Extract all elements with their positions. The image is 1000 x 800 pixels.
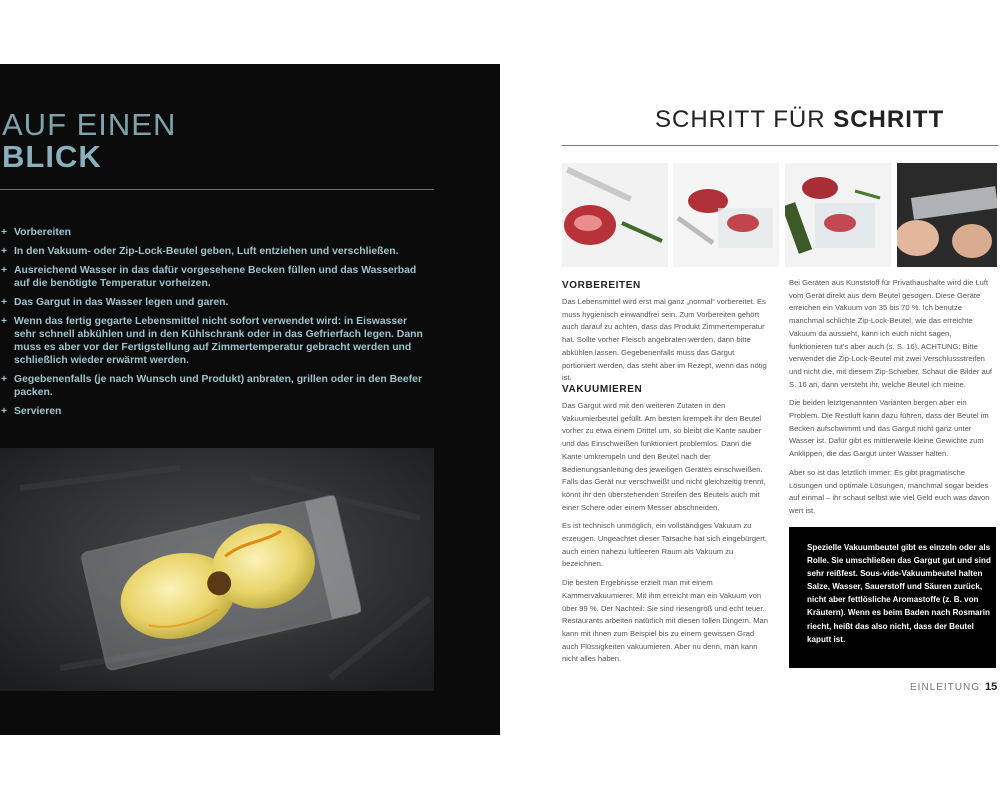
plus-icon: + xyxy=(1,374,8,385)
section-title: SCHRITT FÜR SCHRITT xyxy=(655,106,945,133)
heading-vorbereiten: VORBEREITEN xyxy=(562,280,641,291)
plus-icon: + xyxy=(1,316,8,327)
footer-label: EINLEITUNG xyxy=(910,682,981,693)
step-item: + In den Vakuum- oder Zip-Lock-Beutel geben, Luft entziehen und verschließen. xyxy=(1,246,399,257)
info-box-text: Spezielle Vakuumbeutel gibt es einzeln oder als Rolle. Sie umschließen das Gargut gut und sind sehr reißfest. Sous-vide-Vakuumbeutel halten Salze, Wasser, Sauerstoff und Säuren zurück, nicht aber fettlösliche Aromastoffe (z. B. von Kräutern). Wenn es beim Baden nach Rosmarin riecht, heißt das also nicht, dass der Beutel kaputt ist. xyxy=(807,543,991,644)
plus-icon: + xyxy=(1,297,8,308)
step-item: + Ausreichend Wasser in das dafür vorgesehene Becken füllen und das Wasserbad auf die benötigte Temperatur vorheizen. xyxy=(1,265,417,289)
paragraph: Aber so ist das letztlich immer: Es gibt pragmatische Lösungen und optimale Lösungen, manchmal sogar beides auf einmal – ihr schaut selbst wie viel Geld euch was davon wert ist. xyxy=(789,467,990,515)
paragraph: Bei Geräten aus Kunststoff für Privathaushalte wird die Luft vom Gerät direkt aus dem Beutel gesogen. Diese Geräte erreichen ein Vakuum von 35 bis 70 %. Ich benutze manchmal schlichte Zip-Lock-Beutel, wie das erreichte Vakuum da aussieht, kann ich euch nicht sagen, funktionieren tut's aber auch (s. S. 16). ACHTUNG: Bitte verwendet die Zip-Lock-Beutel mit zwei Verschlussstreifen und nicht die, mit diesem Zip-Schieber. Schaut die Bilder auf S. 16 an, dann versteht ihr, welche Beutel ich meine. xyxy=(789,278,993,389)
step-item: + Servieren xyxy=(1,406,62,417)
plus-icon: + xyxy=(1,265,8,276)
page-title-line1: AUF EINEN xyxy=(2,107,177,142)
paragraph: Das Gargut wird mit den weiteren Zutaten in den Vakuumierbeutel gefüllt. Am besten krempelt ihr den Beutel vorher zu etwa einem Drittel um, so bleibt die Kante sauber und das Einschweißen funktioniert problemlos. Dann die Kante umkrempeln und den Beutel nach der Bedienungsanleitung des jeweiligen Gerätes einschweißen. Falls das Gerät nur verschweißt und nicht gleichzeitig trennt, könnt ihr den überstehenden Streifen des Beutels auch mit einer Schere oder einem Messer abschneiden. xyxy=(562,401,766,512)
step-item: + Wenn das fertig gegarte Lebensmittel nicht sofort verwendet wird: in Eiswasser sehr schnell abkühlen und in den Kühlschrank oder in das Gefrierfach legen. Dann muss es aber vor der Fertigstellung auf Zimmertemperatur gebracht werden und schließlich wieder erwärmt werden. xyxy=(1,316,423,366)
step-item: + Gegebenenfalls (je nach Wunsch und Produkt) anbraten, grillen oder in den Beefer packen. xyxy=(1,374,422,398)
photo-oil-in-bag xyxy=(785,163,891,267)
steps-list xyxy=(0,226,430,424)
photo-meat-in-bag xyxy=(673,163,779,267)
plus-icon: + xyxy=(1,406,8,417)
text-column-2 xyxy=(789,277,995,524)
step-item: + Das Gargut in das Wasser legen und garen. xyxy=(1,297,229,308)
paragraph: Die besten Ergebnisse erzielt man mit einem Kammervakuumierer. Mit ihm erreicht man ein Vakuum von über 99 %. Der Nachteil: Sie sind riesengroß und echt teuer. Restaurants arbeiten natürlich mit diesen tollen Dingern. Man kann mit ihnen zum Beispiel bis zu einem gewissen Grad auch Flüssigkeiten vakuumieren. Aber nu denn, man kann nicht alles haben. xyxy=(562,578,768,664)
title-divider xyxy=(0,189,434,190)
vacuum-bag-photo xyxy=(0,448,434,691)
plus-icon: + xyxy=(1,246,8,257)
heading-vakuumieren: VAKUUMIEREN xyxy=(562,384,643,395)
photo-hands-sealing xyxy=(897,163,997,267)
plus-icon: + xyxy=(1,227,8,238)
text-column-1b xyxy=(562,400,768,672)
page-number: 15 xyxy=(985,681,998,693)
info-box xyxy=(789,527,996,668)
photo-steak-herbs xyxy=(562,163,668,267)
paragraph: Die beiden letztgenannten Varianten bergen aber ein Problem. Die Restluft kann dazu führen, dass der Beutel im Becken aufschwimmt und das Gargut nicht ganz unter Wasser ist. Dafür gibt es mittlerweile kleine Gewichte zum Anklippen, die das Gargut unter Wasser halten. xyxy=(789,398,989,459)
paragraph: Das Lebensmittel wird erst mal ganz „normal“ vorbereitet. Es muss hygienisch einwandfrei sein. Zum Vorbereiten gehört auch darauf zu achten, dass das Produkt Zimmertemperatur hat. Sollte vorher Fleisch angebraten werden, dann bitte abkühlen lassen. Gegebenenfalls muss das Gargut portioniert werden, das steht aber im Rezept, wenn das nötig ist. xyxy=(562,297,767,383)
paragraph: Es ist technisch unmöglich, ein vollständiges Vakuum zu erzeugen. Ungeachtet dieser Tatsache hat sich eingebürgert, auch einen nahezu luftleeren Raum als Vakuum zu bezeichnen. xyxy=(562,521,768,569)
left-page xyxy=(0,64,500,735)
step-item: + Vorbereiten xyxy=(1,227,71,238)
title-divider-right xyxy=(562,145,998,146)
text-column-1 xyxy=(562,296,768,391)
page-title-line2: BLICK xyxy=(2,139,102,174)
